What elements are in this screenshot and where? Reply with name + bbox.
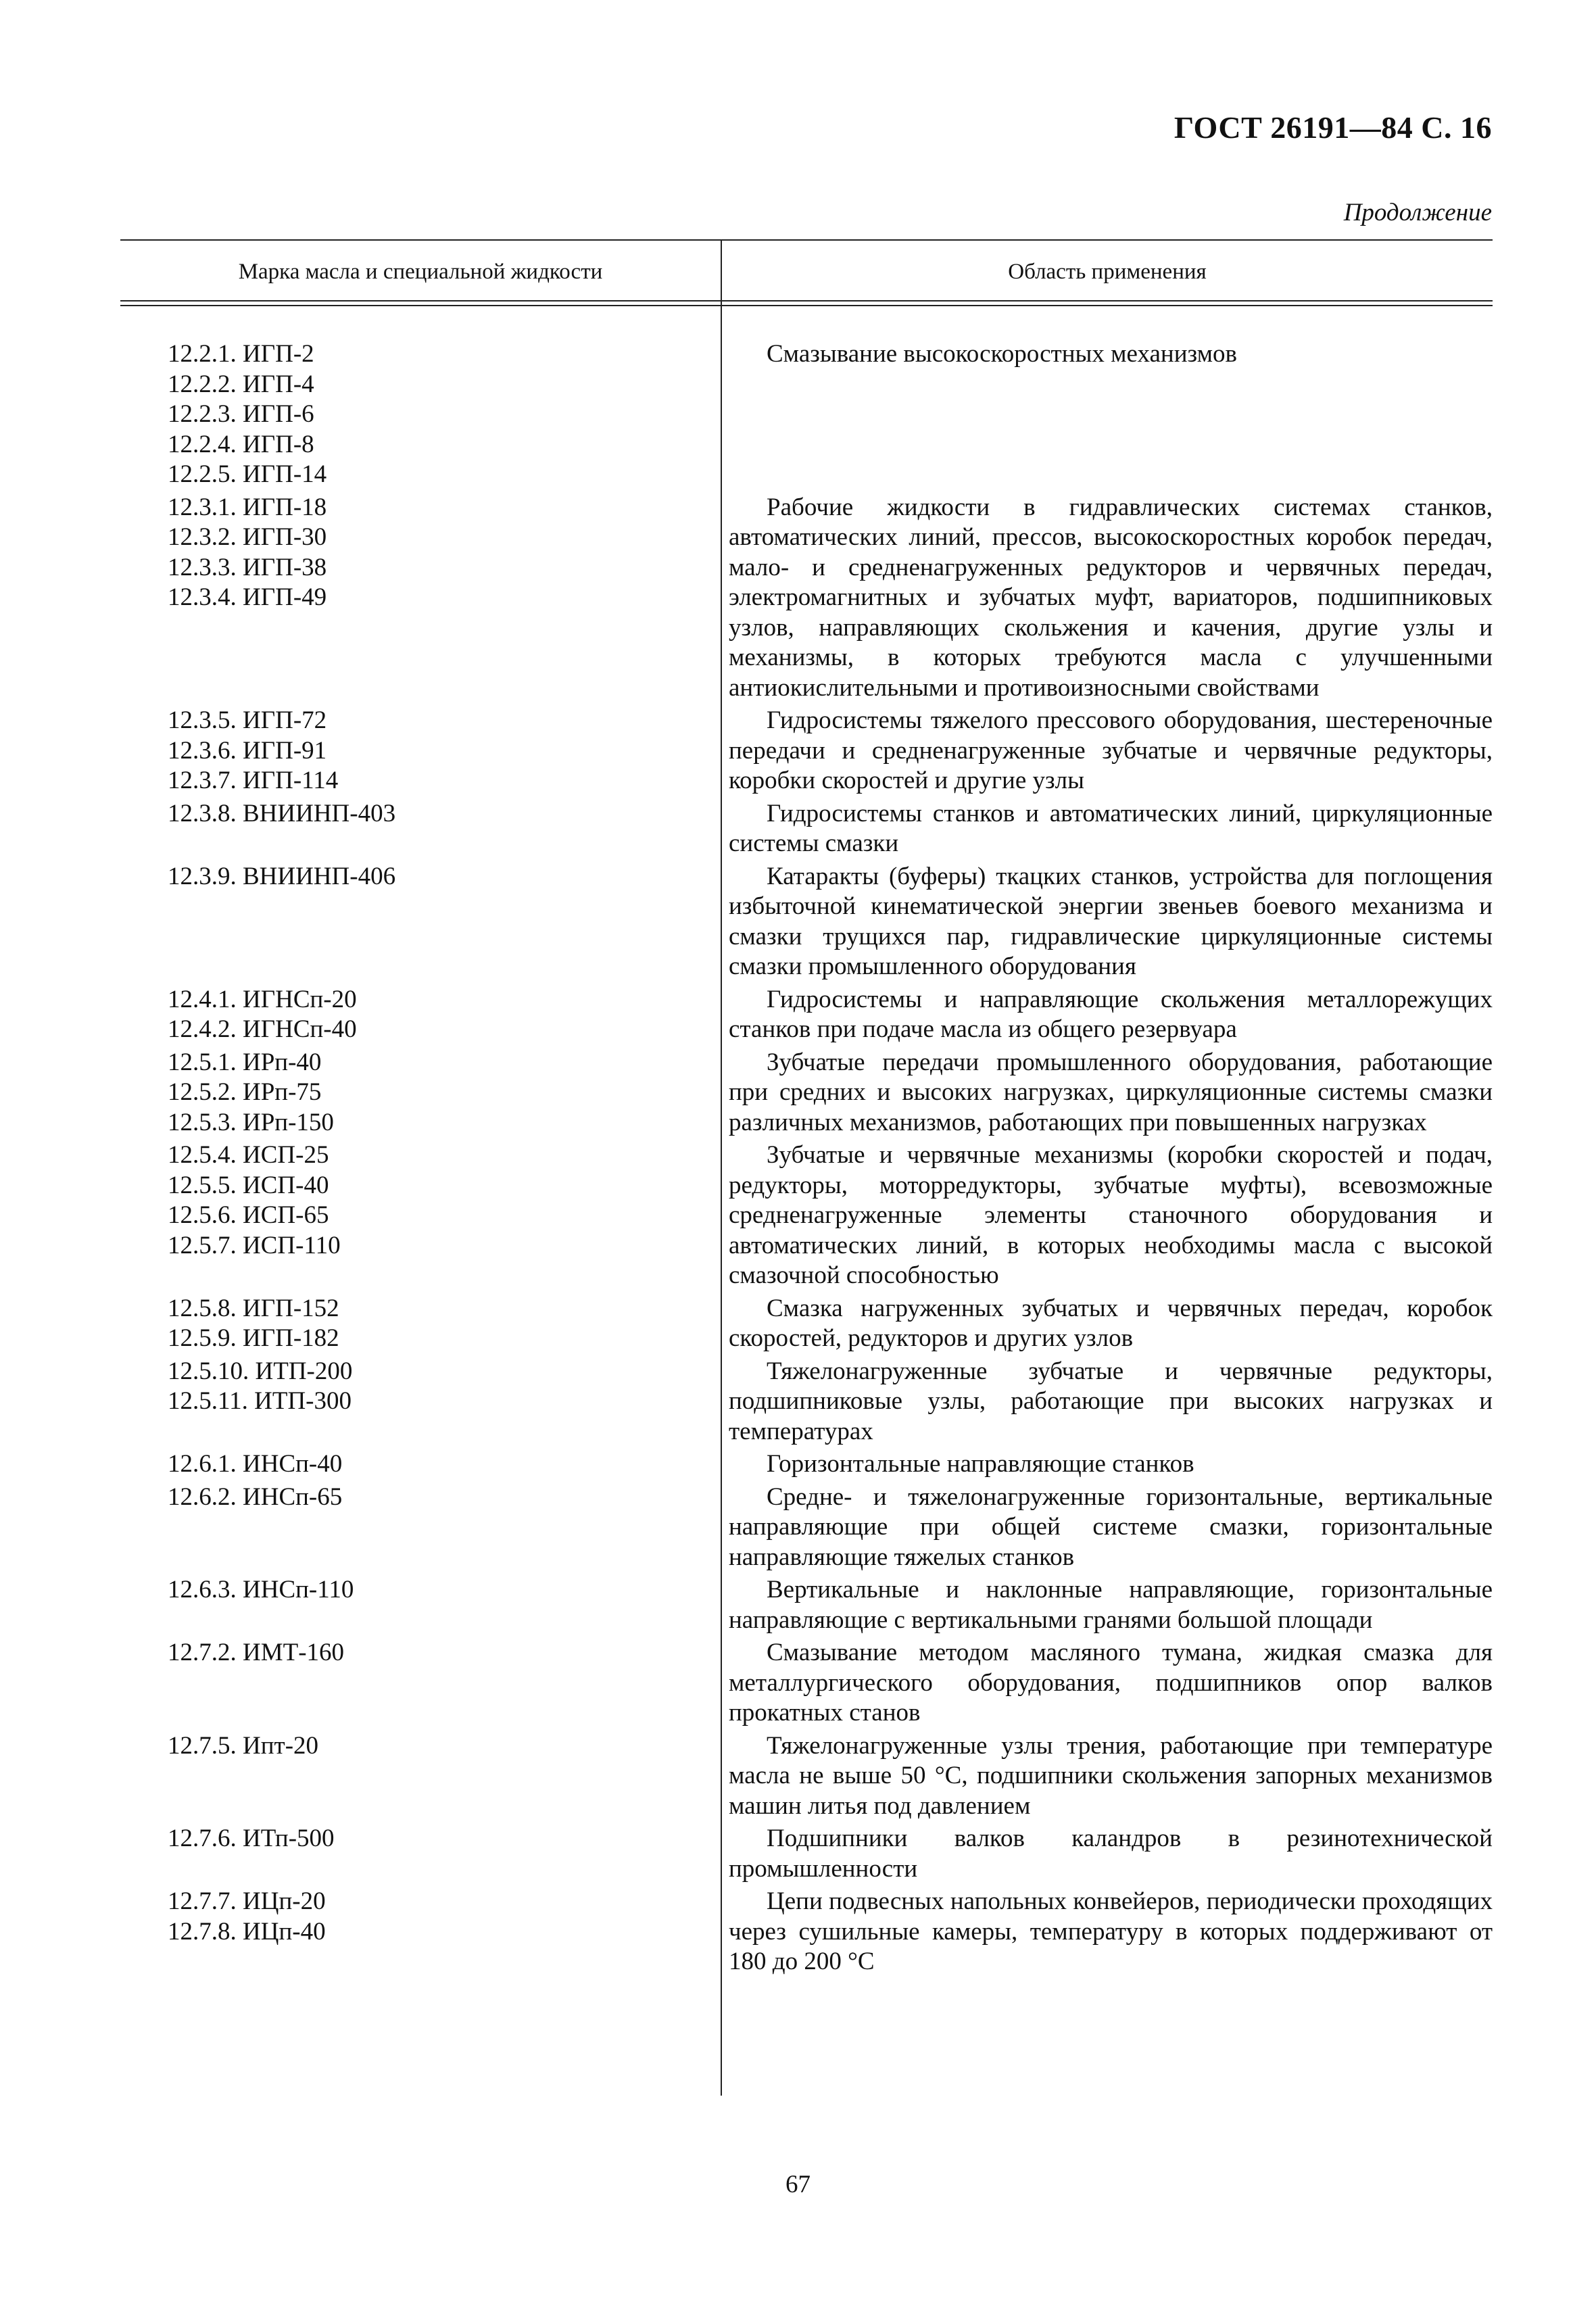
oil-grade-cell bbox=[120, 799, 721, 859]
oil-grade-item: 12.3.3. ИГП-38 bbox=[168, 553, 327, 581]
oil-grade-item: 12.7.8. ИЦп-40 bbox=[168, 1917, 326, 1946]
application-cell bbox=[721, 339, 1493, 490]
oil-grade-cell bbox=[120, 339, 721, 490]
oil-grade-item: 12.6.2. ИНСп-65 bbox=[168, 1482, 343, 1511]
table-row bbox=[120, 985, 1493, 1045]
oil-grade-cell bbox=[120, 1140, 721, 1291]
table-row bbox=[120, 1887, 1493, 1977]
table-row bbox=[120, 493, 1493, 704]
oil-grade-item: 12.3.2. ИГП-30 bbox=[168, 523, 327, 551]
oil-grade-item: 12.5.11. ИТП-300 bbox=[168, 1387, 352, 1415]
application-text: Средне- и тяжелонагруженные горизонтальные, вертикальные направляющие при общей системе смазки, горизонтальные направляющие тяжелых станков bbox=[729, 1482, 1493, 1571]
application-text: Гидросистемы тяжелого прессового оборудования, шестереночные передачи и средненагруженные зубчатые и червячные редукторы, коробки скоростей и другие узлы bbox=[729, 706, 1493, 794]
oil-grade-item: 12.5.6. ИСП-65 bbox=[168, 1201, 329, 1229]
table-row bbox=[120, 706, 1493, 796]
table-row bbox=[120, 1638, 1493, 1729]
application-cell bbox=[721, 1482, 1493, 1573]
application-cell bbox=[721, 1887, 1493, 1977]
oil-grade-item: 12.2.3. ИГП-6 bbox=[168, 400, 314, 428]
oil-grade-item: 12.5.10. ИТП-200 bbox=[168, 1357, 353, 1385]
application-text: Зубчатые передачи промышленного оборудования, работающие при средних и высоких нагрузках, циркуляционные системы смазки различных механизмов, работающих при повышенных нагрузках bbox=[729, 1048, 1493, 1136]
oil-grade-item: 12.2.2. ИГП-4 bbox=[168, 370, 314, 398]
application-text: Катаракты (буферы) ткацких станков, устройства для поглощения избыточной кинематической энергии звеньев боевого механизма и смазки трущихся пар, гидравлические циркуляционные системы смазки промышленного оборудования bbox=[729, 862, 1493, 980]
continuation-label: Продолжение bbox=[1343, 199, 1492, 226]
oil-grade-cell bbox=[120, 706, 721, 796]
oil-grade-cell bbox=[120, 1048, 721, 1138]
oil-grade-item: 12.5.4. ИСП-25 bbox=[168, 1141, 329, 1169]
oil-grade-item: 12.6.3. ИНСп-110 bbox=[168, 1576, 354, 1603]
oil-grade-item: 12.7.7. ИЦп-20 bbox=[168, 1887, 326, 1915]
oil-grade-item: 12.2.4. ИГП-8 bbox=[168, 430, 314, 458]
table-row bbox=[120, 1731, 1493, 1822]
application-text: Зубчатые и червячные механизмы (коробки скоростей и подач, редукторы, моторредукторы, зубчатые муфты), всевозможные средненагруженные элементы станочного оборудования и автоматических линий, в которых необходимы масла с высокой смазочной способностью bbox=[729, 1141, 1493, 1289]
application-cell bbox=[721, 799, 1493, 859]
table-row bbox=[120, 1140, 1493, 1291]
oil-grade-item: 12.6.1. ИНСп-40 bbox=[168, 1450, 343, 1478]
oil-grade-cell bbox=[120, 1824, 721, 1884]
application-text: Подшипники валков каландров в резинотехнической промышленности bbox=[729, 1825, 1493, 1883]
table-row bbox=[120, 1482, 1493, 1573]
application-text: Смазка нагруженных зубчатых и червячных передач, коробок скоростей, редукторов и других узлов bbox=[729, 1294, 1493, 1352]
application-text: Рабочие жидкости в гидравлических системах станков, автоматических линий, прессов, высокоскоростных коробок передач, мало- и средненагруженных редукторов и червячных передач, электромагнитных и зубчатых муфт, вариаторов, подшипниковых узлов, направляющих скольжения и качения, другие узлы и механизмы, в которых требуются масла с улучшенными антиокислительными и противоизносными свойствами bbox=[729, 493, 1493, 702]
table-top-rule bbox=[120, 239, 1493, 241]
oil-grade-item: 12.4.2. ИГНСп-40 bbox=[168, 1015, 357, 1043]
application-cell bbox=[721, 1824, 1493, 1884]
table-row bbox=[120, 1575, 1493, 1635]
oil-grade-cell bbox=[120, 1731, 721, 1822]
oil-grade-item: 12.5.5. ИСП-40 bbox=[168, 1171, 329, 1199]
oil-grade-cell bbox=[120, 1482, 721, 1573]
application-text: Гидросистемы и направляющие скольжения металлорежущих станков при подаче масла из общего резервуара bbox=[729, 985, 1493, 1043]
oil-grade-item: 12.5.3. ИРп-150 bbox=[168, 1108, 334, 1136]
table-row bbox=[120, 1294, 1493, 1354]
application-cell bbox=[721, 1140, 1493, 1291]
application-text: Тяжелонагруженные узлы трения, работающие при температуре масла не выше 50 °С, подшипники скольжения запорных механизмов машин литья под давлением bbox=[729, 1731, 1493, 1820]
table-row bbox=[120, 1048, 1493, 1138]
oil-grade-item: 12.3.7. ИГП-114 bbox=[168, 767, 339, 794]
column-header-oil-grade: Марка масла и специальной жидкости bbox=[238, 260, 603, 284]
oil-grade-cell bbox=[120, 1294, 721, 1354]
oil-grade-item: 12.3.5. ИГП-72 bbox=[168, 706, 327, 734]
table-row bbox=[120, 1824, 1493, 1884]
table-row bbox=[120, 862, 1493, 982]
table-row bbox=[120, 1449, 1493, 1480]
column-header-application: Область применения bbox=[1008, 260, 1207, 284]
oil-grade-item: 12.5.2. ИРп-75 bbox=[168, 1078, 322, 1106]
table-row bbox=[120, 1357, 1493, 1447]
oil-grade-cell bbox=[120, 1887, 721, 1977]
oil-grade-item: 12.7.5. Ипт-20 bbox=[168, 1731, 319, 1760]
oil-grade-item: 12.3.9. ВНИИНП-406 bbox=[168, 862, 396, 890]
oil-grade-item: 12.3.4. ИГП-49 bbox=[168, 583, 327, 611]
oil-application-table bbox=[120, 239, 1493, 2096]
application-text: Цепи подвесных напольных конвейеров, периодически проходящих через сушильные камеры, температуру в которых поддерживают от 180 до 200 °С bbox=[729, 1887, 1493, 1975]
table-row bbox=[120, 799, 1493, 859]
document-header: ГОСТ 26191—84 С. 16 bbox=[1174, 110, 1492, 145]
application-text: Смазывание методом масляного тумана, жидкая смазка для металлургического оборудования, подшипников опор валков прокатных станов bbox=[729, 1639, 1493, 1727]
application-cell bbox=[721, 1357, 1493, 1447]
application-cell bbox=[721, 493, 1493, 704]
application-text: Вертикальные и наклонные направляющие, горизонтальные направляющие с вертикальными гранями большой площади bbox=[729, 1576, 1493, 1634]
application-text: Смазывание высокоскоростных механизмов bbox=[767, 340, 1237, 368]
oil-grade-cell bbox=[120, 1357, 721, 1447]
oil-grade-item: 12.3.6. ИГП-91 bbox=[168, 736, 327, 765]
oil-grade-item: 12.3.1. ИГП-18 bbox=[168, 493, 327, 521]
oil-grade-cell bbox=[120, 862, 721, 982]
application-cell bbox=[721, 1638, 1493, 1729]
application-text: Тяжелонагруженные зубчатые и червячные редукторы, подшипниковые узлы, работающие при высоких нагрузках и температурах bbox=[729, 1357, 1493, 1445]
oil-grade-item: 12.4.1. ИГНСп-20 bbox=[168, 985, 357, 1013]
application-cell bbox=[721, 706, 1493, 796]
application-cell bbox=[721, 1575, 1493, 1635]
oil-grade-cell bbox=[120, 493, 721, 704]
oil-grade-item: 12.2.1. ИГП-2 bbox=[168, 340, 314, 368]
page-number: 67 bbox=[785, 2171, 811, 2198]
application-cell bbox=[721, 1449, 1493, 1480]
oil-grade-item: 12.5.7. ИСП-110 bbox=[168, 1231, 341, 1259]
table-header-rule bbox=[120, 300, 1493, 306]
table-body bbox=[120, 339, 1493, 1977]
oil-grade-cell bbox=[120, 985, 721, 1045]
application-cell bbox=[721, 1294, 1493, 1354]
oil-grade-item: 12.5.9. ИГП-182 bbox=[168, 1324, 339, 1352]
oil-grade-item: 12.5.1. ИРп-40 bbox=[168, 1048, 322, 1076]
application-text: Горизонтальные направляющие станков bbox=[767, 1450, 1194, 1478]
application-cell bbox=[721, 1731, 1493, 1822]
oil-grade-item: 12.3.8. ВНИИНП-403 bbox=[168, 799, 396, 827]
oil-grade-cell bbox=[120, 1638, 721, 1729]
application-cell bbox=[721, 1048, 1493, 1138]
application-cell bbox=[721, 985, 1493, 1045]
oil-grade-cell bbox=[120, 1575, 721, 1635]
oil-grade-cell bbox=[120, 1449, 721, 1480]
application-cell bbox=[721, 862, 1493, 982]
table-row bbox=[120, 339, 1493, 490]
oil-grade-item: 12.2.5. ИГП-14 bbox=[168, 460, 327, 488]
application-text: Гидросистемы станков и автоматических линий, циркуляционные системы смазки bbox=[729, 799, 1493, 857]
oil-grade-item: 12.7.6. ИТп-500 bbox=[168, 1825, 335, 1852]
oil-grade-item: 12.5.8. ИГП-152 bbox=[168, 1294, 339, 1322]
oil-grade-item: 12.7.2. ИМТ-160 bbox=[168, 1639, 345, 1666]
